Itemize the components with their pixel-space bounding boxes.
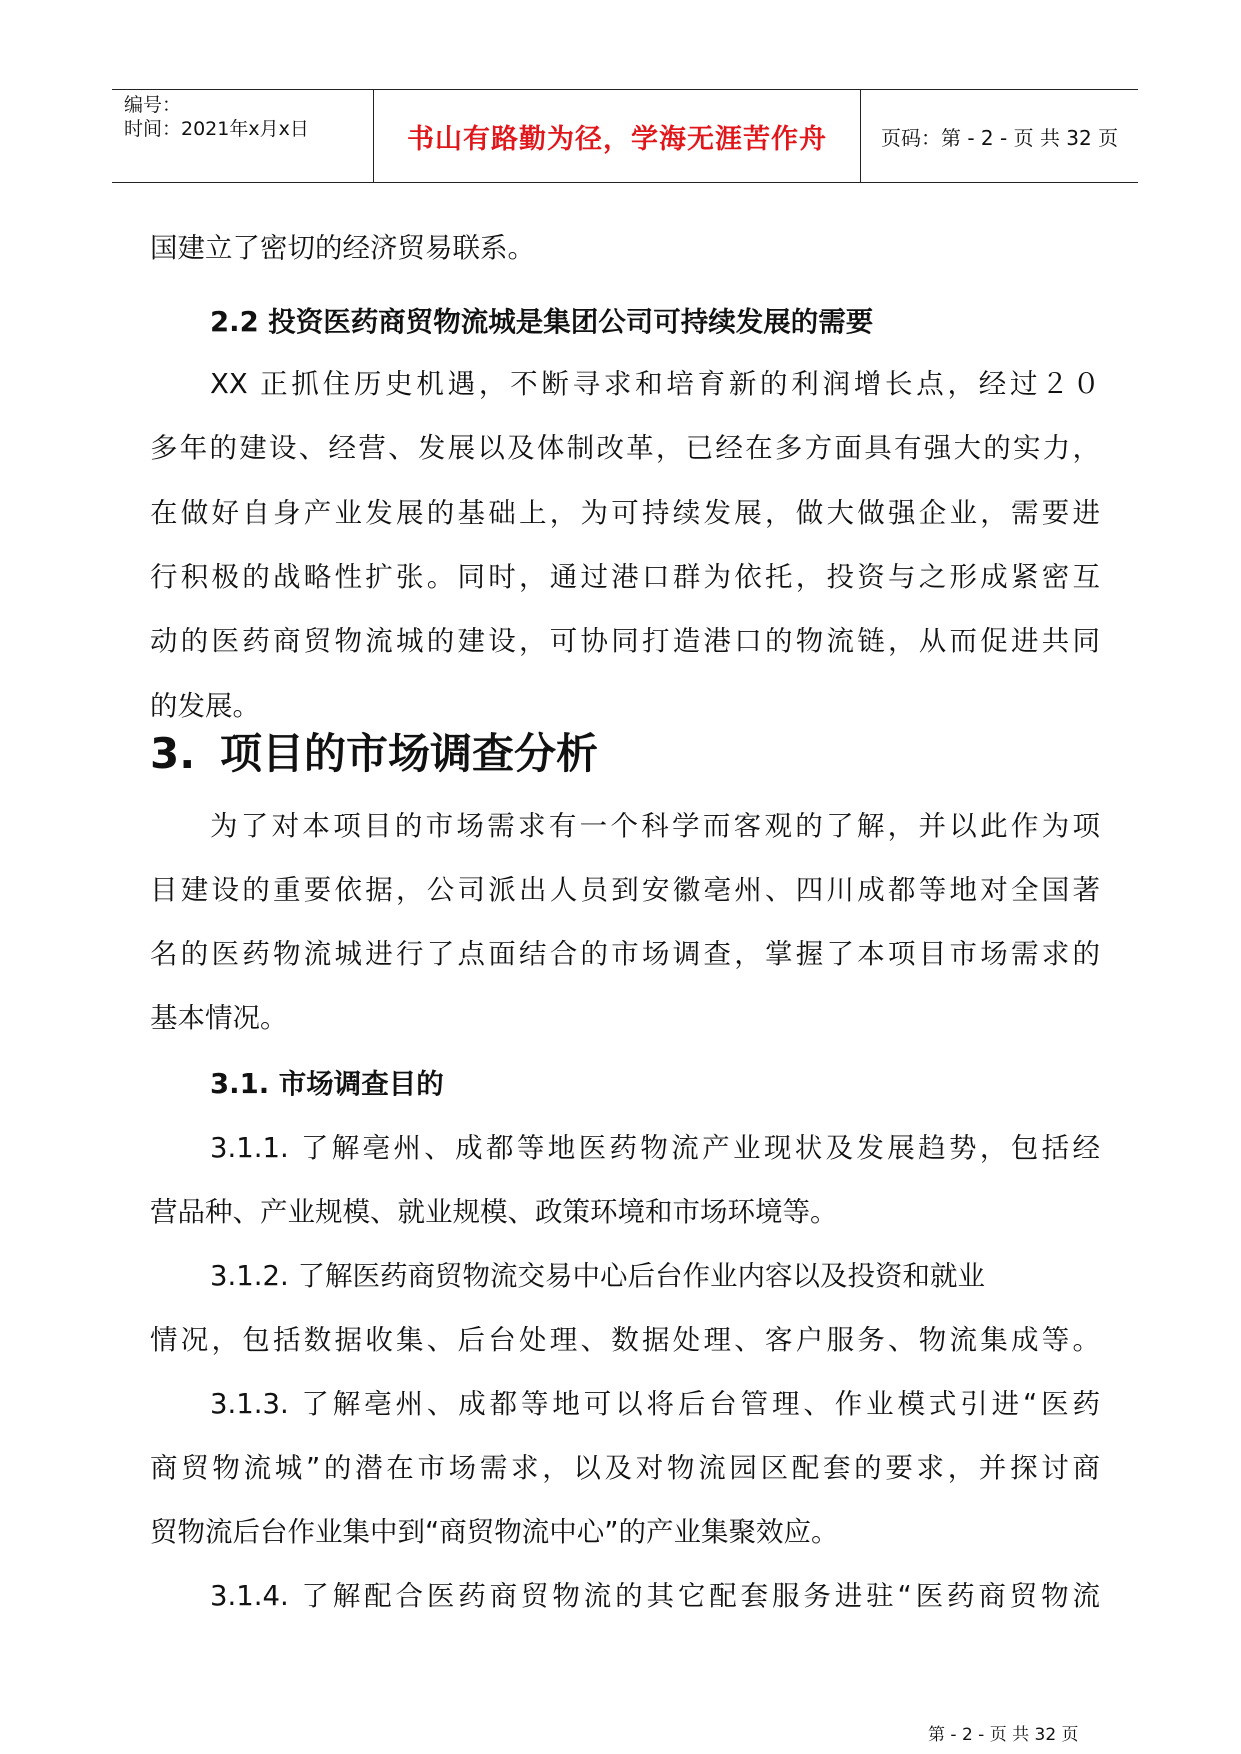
paragraph-line: XX 正抓住历史机遇，不断寻求和培育新的利润增长点，经过２０ (210, 368, 1100, 400)
section-heading-3 (150, 728, 598, 780)
subsection-heading-3-1: 3.1. 市场调查目的 (210, 1068, 444, 1100)
header-meta-cell (112, 90, 373, 182)
paragraph-line: 行积极的战略性扩张。同时，通过港口群为依托，投资与之形成紧密互 (150, 561, 1100, 593)
document-time-label: 时间：2021年x月x日 (124, 118, 309, 140)
header-page-info: 页码：第 - 2 - 页 共 32 页 (881, 125, 1119, 150)
paragraph-line: 国建立了密切的经济贸易联系。 (150, 232, 535, 264)
paragraph-line: 3.1.3. 了解亳州、成都等地可以将后台管理、作业模式引进“医药 (210, 1388, 1100, 1420)
paragraph-line: 3.1.2. 了解医药商贸物流交易中心后台作业内容以及投资和就业 (210, 1260, 985, 1292)
footer-page-info: 第 - 2 - 页 共 32 页 (928, 1725, 1079, 1745)
paragraph-line: 3.1.1. 了解亳州、成都等地医药物流产业现状及发展趋势，包括经 (210, 1132, 1100, 1164)
paragraph-line: 多年的建设、经营、发展以及体制改革，已经在多方面具有强大的实力， (150, 432, 1100, 464)
header-table (112, 89, 1138, 183)
paragraph-line: 3.1.4. 了解配合医药商贸物流的其它配套服务进驻“医药商贸物流 (210, 1580, 1100, 1612)
paragraph-line: 的发展。 (150, 690, 260, 722)
paragraph-line: 商贸物流城”的潜在市场需求，以及对物流园区配套的要求，并探讨商 (150, 1452, 1100, 1484)
section-number: 3. (150, 729, 196, 778)
header-motto: 书山有路勤为径，学海无涯苦作舟 (407, 123, 827, 155)
subsection-heading-2-2: 2.2 投资医药商贸物流城是集团公司可持续发展的需要 (210, 306, 874, 338)
document-number-label: 编号： (124, 94, 182, 116)
paragraph-line: 在做好自身产业发展的基础上，为可持续发展，做大做强企业，需要进 (150, 497, 1100, 529)
paragraph-line: 为了对本项目的市场需求有一个科学而客观的了解，并以此作为项 (210, 810, 1100, 842)
paragraph-line: 目建设的重要依据，公司派出人员到安徽亳州、四川成都等地对全国著 (150, 874, 1100, 906)
paragraph-line: 基本情况。 (150, 1002, 288, 1034)
header-page-cell (861, 90, 1138, 182)
section-title: 项目的市场调查分析 (220, 729, 599, 778)
paragraph-line: 动的医药商贸物流城的建设，可协同打造港口的物流链，从而促进共同 (150, 625, 1100, 657)
paragraph-line: 贸物流后台作业集中到“商贸物流中心”的产业集聚效应。 (150, 1516, 839, 1548)
paragraph-line: 营品种、产业规模、就业规模、政策环境和市场环境等。 (150, 1196, 838, 1228)
header-motto-cell (373, 90, 861, 182)
paragraph-line: 名的医药物流城进行了点面结合的市场调查，掌握了本项目市场需求的 (150, 938, 1100, 970)
paragraph-line: 情况，包括数据收集、后台处理、数据处理、客户服务、物流集成等。 (150, 1324, 1100, 1356)
